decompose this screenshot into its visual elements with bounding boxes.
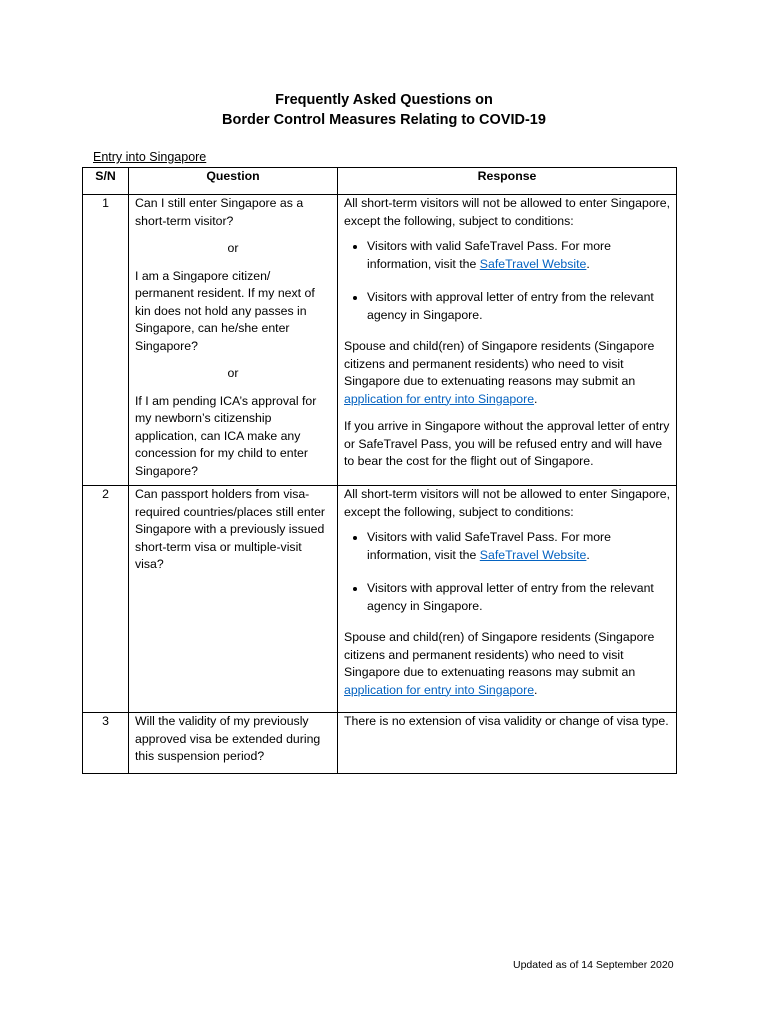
header-sn: S/N bbox=[83, 168, 129, 195]
row-sn: 2 bbox=[83, 486, 129, 713]
bullet-text: Visitors with valid SafeTravel Pass. For more information, visit the bbox=[367, 239, 611, 271]
question-text: Can I still enter Singapore as a short-term visitor? bbox=[135, 196, 304, 228]
question-text: Can passport holders from visa-required countries/places still enter Singapore with a previously issued short-term visa or multiple-visit visa? bbox=[135, 487, 326, 571]
faq-table bbox=[82, 167, 677, 774]
bullet-end: . bbox=[586, 547, 590, 562]
paragraph-end: . bbox=[534, 391, 538, 406]
bullet-item bbox=[367, 529, 670, 564]
table-row bbox=[83, 486, 677, 713]
header-response: Response bbox=[338, 168, 677, 195]
bullet-list bbox=[344, 529, 670, 615]
section-heading: Entry into Singapore bbox=[93, 150, 207, 164]
safetravel-website-link[interactable]: SafeTravel Website bbox=[479, 256, 587, 271]
paragraph-text: Spouse and child(ren) of Singapore residents (Singapore citizens and permanent residents) who need to visit Singapore due to extenuating reasons may submit an bbox=[344, 339, 655, 388]
response-paragraph bbox=[344, 338, 670, 408]
table-row bbox=[83, 713, 677, 774]
title-line-1: Frequently Asked Questions on bbox=[275, 92, 493, 108]
paragraph-text: Spouse and child(ren) of Singapore residents (Singapore citizens and permanent residents) who need to visit Singapore due to extenuating reasons may submit an bbox=[344, 630, 655, 679]
table-header-row bbox=[83, 168, 677, 195]
safetravel-website-link[interactable]: SafeTravel Website bbox=[479, 547, 587, 562]
page-title bbox=[0, 90, 768, 130]
row-response bbox=[338, 713, 677, 774]
question-text: Will the validity of my previously approved visa be extended during this suspension period? bbox=[135, 714, 321, 763]
row-sn: 3 bbox=[83, 713, 129, 774]
application-entry-link[interactable]: application for entry into Singapore bbox=[344, 682, 535, 697]
question-text: I am a Singapore citizen/ permanent resident. If my next of kin does not hold any passes in Singapore, can he/she enter Singapore? bbox=[135, 268, 315, 353]
row-question bbox=[129, 195, 338, 486]
updated-date-footer: Updated as of 14 September 2020 bbox=[513, 959, 674, 971]
bullet-item: • Visitors with approval letter of entry from the relevant agency in Singapore. bbox=[367, 289, 670, 324]
or-separator: or bbox=[227, 366, 239, 380]
header-question: Question bbox=[129, 168, 338, 195]
row-sn: 1 bbox=[83, 195, 129, 486]
bullet-item bbox=[367, 238, 670, 273]
response-intro: All short-term visitors will not be allowed to enter Singapore, except the following, subject to conditions: bbox=[344, 196, 671, 228]
question-text: If I am pending ICA’s approval for my newborn’s citizenship application, can ICA make any concession for my child to enter Singapore? bbox=[135, 393, 317, 478]
table-row bbox=[83, 195, 677, 486]
bullet-end: . bbox=[586, 256, 590, 271]
bullet-item: • Visitors with approval letter of entry from the relevant agency in Singapore. bbox=[367, 580, 670, 615]
bullet-list bbox=[344, 238, 670, 324]
row-response bbox=[338, 486, 677, 713]
row-question bbox=[129, 486, 338, 713]
bullet-text: Visitors with valid SafeTravel Pass. For more information, visit the bbox=[367, 530, 611, 562]
response-paragraph bbox=[344, 629, 670, 699]
application-entry-link[interactable]: application for entry into Singapore bbox=[344, 391, 535, 406]
response-paragraph: If you arrive in Singapore without the approval letter of entry or SafeTravel Pass, you will be refused entry and will have to bear the cost for the flight out of Singapore. bbox=[344, 419, 670, 468]
or-separator: or bbox=[227, 241, 239, 255]
paragraph-end: . bbox=[534, 682, 538, 697]
response-text: There is no extension of visa validity or change of visa type. bbox=[344, 714, 669, 728]
response-intro: All short-term visitors will not be allowed to enter Singapore, except the following, subject to conditions: bbox=[344, 487, 671, 519]
title-line-2: Border Control Measures Relating to COVID-19 bbox=[222, 112, 546, 128]
row-response bbox=[338, 195, 677, 486]
row-question bbox=[129, 713, 338, 774]
